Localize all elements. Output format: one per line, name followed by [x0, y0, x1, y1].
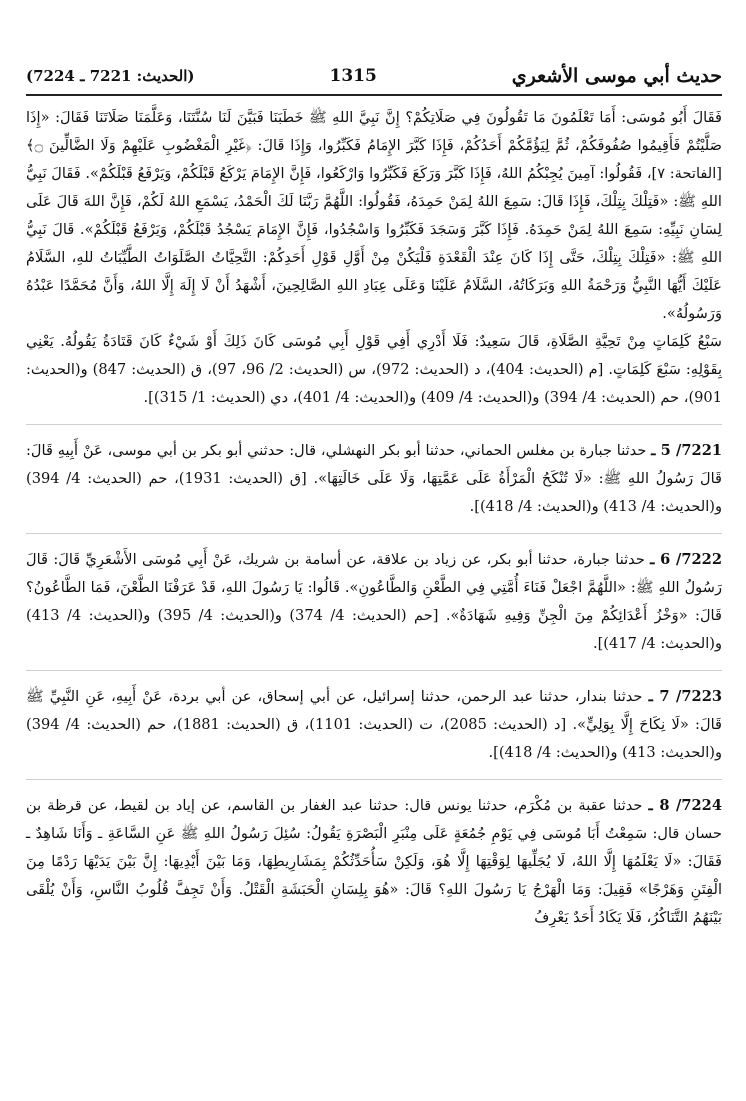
intro-paragraph: فَقَالَ أَبُو مُوسَى: أَمَا تَعْلَمُونَ مَا تَقُولُونَ فِي صَلَاتِكُمْ؟ إِنَّ نَبِيَّ اللهِ ﷺ خَطَبَنَا فَبَيَّنَ لَنَا سُنَّتَنَا، وَعَلَّمَنَا صَلَاتَنَا فَقَالَ: «إِذَا صَلَّيْتُمْ فَأَقِيمُوا صُفُوفَكُمْ، ثُمَّ لِيَؤُمَّكُمْ أَحَدُكُمْ، فَإِذَا كَبَّرَ الإِمَامُ فَكَبِّرُوا، وَإِذَا قَالَ: ﴿غَيْرِ الْمَغْضُوبِ عَلَيْهِمْ وَلَا الضَّالِّينَ ۝﴾ [الفاتحة: ٧]، فَقُولُوا: آمِينَ يُجِبْكُمُ اللهُ، فَإِذَا كَبَّرَ وَرَكَعَ فَكَبِّرُوا وَارْكَعُوا، فَإِنَّ الإِمَامَ يَرْكَعُ قَبْلَكُمْ، وَيَرْفَعُ قَبْلَكُمْ». فَقَالَ نَبِيُّ اللهِ ﷺ: «فَتِلْكَ بِتِلْكَ، فَإِذَا قَالَ: سَمِعَ اللهُ لِمَنْ حَمِدَهُ، فَقُولُوا: اللَّهُمَّ رَبَّنَا لَكَ الْحَمْدُ، يَسْمَعِ اللهُ لَكُمْ، فَإِنَّ اللهَ قَالَ عَلَى لِسَانِ نَبِيِّهِ: سَمِعَ اللهُ لِمَنْ حَمِدَهُ. فَإِذَا كَبَّرَ وَسَجَدَ فَكَبِّرُوا وَاسْجُدُوا، فَإِنَّ الإِمَامَ يَسْجُدُ قَبْلَكُمْ، وَيَرْفَعُ قَبْلَكُمْ». قَالَ نَبِيُّ اللهِ ﷺ: «فَتِلْكَ بِتِلْكَ، حَتَّى إِذَا كَانَ عِنْدَ الْقَعْدَةِ فَلْيَكُنْ مِنْ أَوَّلِ قَوْلِ أَحَدِكُمْ: التَّحِيَّاتُ الصَّلَوَاتُ الطَّيِّبَاتُ للهِ، السَّلَامُ عَلَيْكَ أَيُّهَا النَّبِيُّ وَرَحْمَةُ اللهِ وَبَرَكَاتُهُ، السَّلَامُ عَلَيْنَا وَعَلَى عِبَادِ اللهِ الصَّالِحِينَ، أَشْهَدُ أَنْ لَا إِلَهَ إِلَّا اللهُ، وَأَنَّ مُحَمَّدًا عَبْدُهُ وَرَسُولُهُ».: [26, 109, 722, 322]
hadith-number: 7223/ 7 ـ: [648, 688, 723, 705]
hadith-7221: [26, 437, 722, 534]
hadith-text: حدثنا جبارة بن مغلس الحماني، حدثنا أبو بكر النهشلي، قال: حدثني أبو بكر بن أبي موسى، عَنْ أَبِيهِ قَالَ: قَالَ رَسُولُ اللهِ ﷺ: «لَا تُنْكَحُ الْمَرْأَةُ عَلَى عَمَّتِهَا، وَلَا عَلَى خَالَتِهَا». [ق (الحديث: 1931)، حم (الحديث: 4/ 394) و(الحديث: 4/ 413) و(الحديث: 4/ 418)].: [26, 442, 722, 515]
page-body: [26, 104, 722, 956]
running-title: حديث أبي موسى الأشعري: [511, 65, 722, 87]
hadith-text: حدثنا بندار، حدثنا عبد الرحمن، حدثنا إسرائيل، عن أبي إسحاق، عن أبي بردة، عَنْ أَبِيهِ، عَنِ النَّبِيِّ ﷺ قَالَ: «لَا نِكَاحَ إِلَّا بِوَلِيٍّ». [د (الحديث: 2085)، ت (الحديث: 1101)، ق (الحديث: 1881)، حم (الحديث: 4/ 394) و(الحديث: 413) و(الحديث: 4/ 418)].: [26, 688, 723, 761]
page-number: 1315: [329, 66, 377, 86]
hadith-number: 7221/ 5 ـ: [651, 442, 723, 459]
page-header: [26, 58, 722, 96]
hadith-text: حدثنا جبارة، حدثنا أبو بكر، عن زياد بن علاقة، عن أسامة بن شريك، عَنْ أَبِي مُوسَى الأَشْعَرِيِّ قَالَ: قَالَ رَسُولُ اللهِ ﷺ: «اللَّهُمَّ اجْعَلْ فَنَاءَ أُمَّتِي فِي الطَّعْنِ وَالطَّاعُونِ». قَالُوا: يَا رَسُولَ اللهِ، قَدْ عَرَفْنَا الطَّعْنَ، فَمَا الطَّاعُونُ؟ قَالَ: «وَخْزُ أَعْدَائِكُمْ مِنَ الْجِنِّ وَفِيهِ شَهَادَةٌ». [حم (الحديث: 4/ 374) و(الحديث: 4/ 395) و(الحديث: 4/ 413) و(الحديث: 4/ 417)].: [26, 551, 722, 652]
hadith-range: (الحديث: 7221 ـ 7224): [26, 67, 195, 85]
hadith-number: 7222/ 6 ـ: [650, 551, 722, 568]
hadith-7224: [26, 792, 722, 944]
hadith-text: حدثنا عقبة بن مُكْرَم، حدثنا يونس قال: حدثنا عبد الغفار بن القاسم، عن إياد بن لقيط، عن قرظة بن حسان قال: سَمِعْتُ أَبَا مُوسَى فِي يَوْمِ جُمُعَةٍ عَلَى مِنْبَرِ الْبَصْرَةِ يَقُولُ: سُئِلَ رَسُولُ اللهِ ﷺ عَنِ السَّاعَةِ ـ وَأَنَا شَاهِدٌ ـ فَقَالَ: «لَا يَعْلَمُهَا إِلَّا اللهُ، لَا يُجَلِّيهَا لِوَقْتِهَا إِلَّا هُوَ، وَلَكِنْ سَأُحَدِّثُكُمْ بِمَشَارِيطِهَا، وَمَا بَيْنَ أَيْدِيهَا: إِنَّ بَيْنَ يَدَيْهَا رَدْمًا مِنَ الْفِتَنِ وَهَرْجًا» فَقِيلَ: وَمَا الْهَرْجُ يَا رَسُولَ اللهِ؟ قَالَ: «هُوَ بِلِسَانِ الْحَبَشَةِ الْقَتْلُ. وَأَنْ تَجِفَّ قُلُوبُ النَّاسِ، وَأَنْ يُلْقَى بَيْنَهُمُ التَّنَاكُرُ، فَلَا يَكَادُ أَحَدٌ يَعْرِفُ: [26, 797, 722, 926]
intro-commentary: سَبْعُ كَلِمَاتٍ مِنْ تَحِيَّةِ الصَّلَاةِ، قَالَ سَعِيدٌ: فَلَا أَدْرِي أَفِي قَوْلِ أَبِي مُوسَى كَانَ ذَلِكَ أَوْ شَيْءٌ كَانَ قَتَادَةُ يَقُولُهُ. يَعْنِي بِقَوْلِهِ: سَبْعَ كَلِمَاتٍ. [م (الحديث: 404)، د (الحديث: 972)، س (الحديث: 2/ 96، 97)، ق (الحديث: 847) و(الحديث: 901)، حم (الحديث: 4/ 394) و(الحديث: 4/ 409) و(الحديث: 4/ 401)، دي (الحديث: 1/ 315)].: [26, 333, 723, 406]
hadith-number: 7224/ 8 ـ: [648, 797, 722, 814]
intro-commentary-block: [26, 328, 722, 425]
hadith-7223: [26, 683, 722, 780]
hadith-7222: [26, 546, 722, 671]
